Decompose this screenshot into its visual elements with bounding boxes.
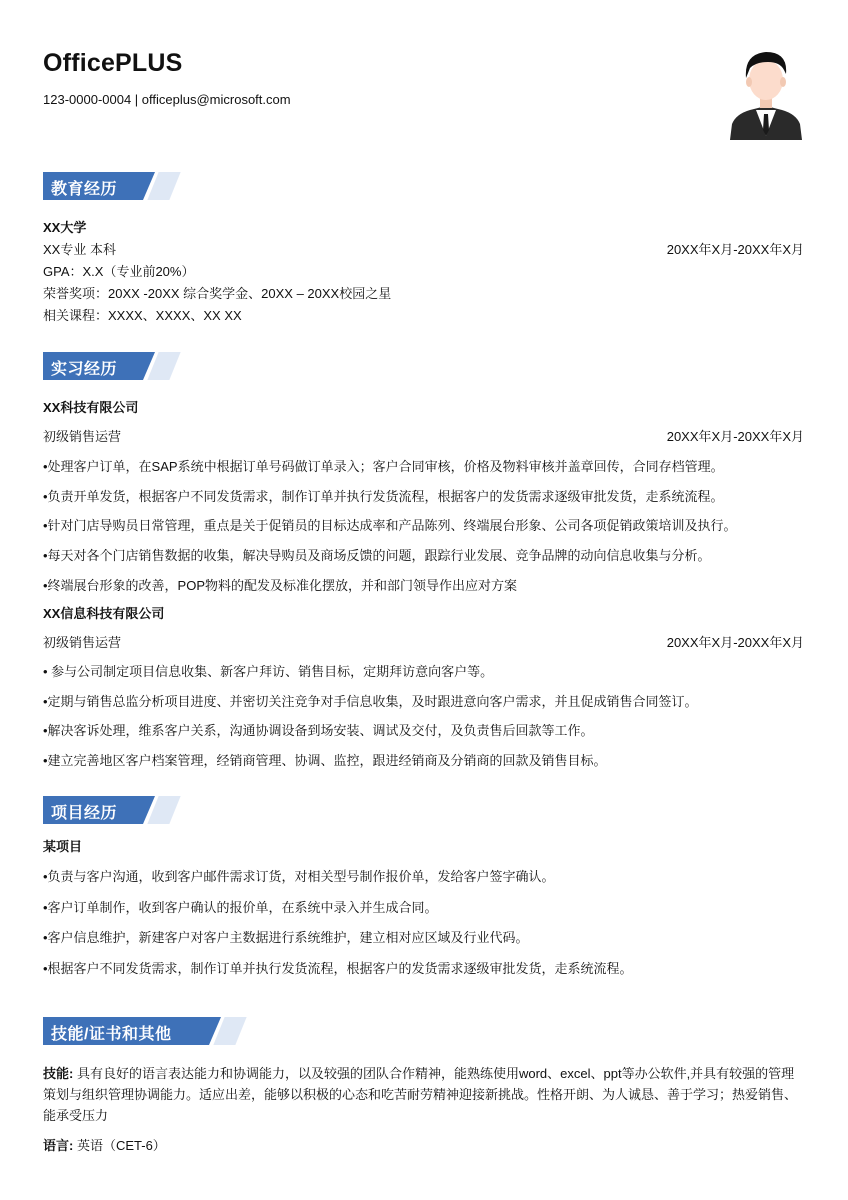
major: XX专业 本科	[43, 242, 116, 257]
section-title: 项目经历	[51, 805, 118, 822]
courses: 相关课程：XXXX、XXXX、XX XX	[43, 308, 242, 323]
list-item: •终端展台形象的改善，POP物料的配发及标准化摆放，并和部门领导作出应对方案	[43, 578, 518, 593]
language-label: 语言:	[43, 1138, 74, 1153]
company-name: XX信息科技有限公司	[43, 606, 165, 621]
list-item: •客户订单制作，收到客户确认的报价单，在系统中录入并生成合同。	[43, 900, 438, 915]
education-date: 20XX年X月-20XX年X月	[666, 242, 804, 257]
company-name: XX科技有限公司	[43, 400, 139, 415]
job-date: 20XX年X月-20XX年X月	[666, 429, 804, 444]
job-role: 初级销售运营	[43, 635, 122, 650]
list-item: •根据客户不同发货需求，制作订单并执行发货流程，根据客户的发货需求逐级审批发货，走系统流程。	[43, 961, 633, 976]
list-item: •客户信息维护，新建客户对客户主数据进行系统维护，建立相对应区域及行业代码。	[43, 930, 529, 945]
skills-label: 技能:	[43, 1066, 74, 1081]
list-item: •定期与销售总监分析项目进度、并密切关注竞争对手信息收集，及时跟进意向客户需求，并且促成销售合同签订。	[43, 694, 698, 709]
section-title: 实习经历	[51, 361, 118, 378]
language-line	[43, 1137, 166, 1154]
section-title: 技能/证书和其他	[51, 1026, 172, 1043]
section-title: 教育经历	[51, 181, 118, 198]
list-item: •负责开单发货，根据客户不同发货需求，制作订单并执行发货流程，根据客户的发货需求逐级审批发货，走系统流程。	[43, 489, 724, 504]
list-item: •每天对各个门店销售数据的收集，解决导购员及商场反馈的问题，跟踪行业发展、竞争品牌的动向信息收集与分析。	[43, 548, 711, 563]
contact-info: 123-0000-0004 | officeplus@microsoft.com	[43, 92, 291, 107]
honors: 荣誉奖项：20XX -20XX 综合奖学金、20XX – 20XX校园之星	[43, 286, 392, 301]
list-item: •处理客户订单，在SAP系统中根据订单号码做订单录入；客户合同审核，价格及物料审核并盖章回传，合同存档管理。	[43, 459, 724, 474]
list-item: •建立完善地区客户档案管理，经销商管理、协调、监控，跟进经销商及分销商的回款及销售目标。	[43, 753, 607, 768]
school-name: XX大学	[43, 220, 87, 235]
gpa: GPA：X.X（专业前20%）	[43, 264, 195, 279]
project-name: 某项目	[43, 839, 83, 854]
language-text: 英语（CET-6）	[76, 1138, 166, 1153]
job-role: 初级销售运营	[43, 429, 122, 444]
list-item: • 参与公司制定项目信息收集、新客户拜访、销售目标，定期拜访意向客户等。	[43, 664, 494, 679]
list-item: •解决客诉处理，维系客户关系，沟通协调设备到场安装、调试及交付，及负责售后回款等工作。	[43, 723, 594, 738]
skills-paragraph	[43, 1063, 805, 1126]
avatar	[728, 44, 804, 140]
job-date: 20XX年X月-20XX年X月	[666, 635, 804, 650]
skills-text: 具有良好的语言表达能力和协调能力，以及较强的团队合作精神，能熟练使用word、excel、ppt等办公软件,并具有较强的管理策划与组织管理协调能力。适应出差，能够以积极的心态和吃苦耐劳精神迎接新挑战。性格开朗、为人诚恳、善于学习；热爱销售、能承受压力	[43, 1066, 798, 1123]
list-item: •针对门店导购员日常管理，重点是关于促销员的目标达成率和产品陈列、终端展台形象、公司各项促销政策培训及执行。	[43, 518, 737, 533]
candidate-name: OfficePLUS	[43, 49, 183, 77]
list-item: •负责与客户沟通，收到客户邮件需求订货，对相关型号制作报价单，发给客户签字确认。	[43, 869, 555, 884]
